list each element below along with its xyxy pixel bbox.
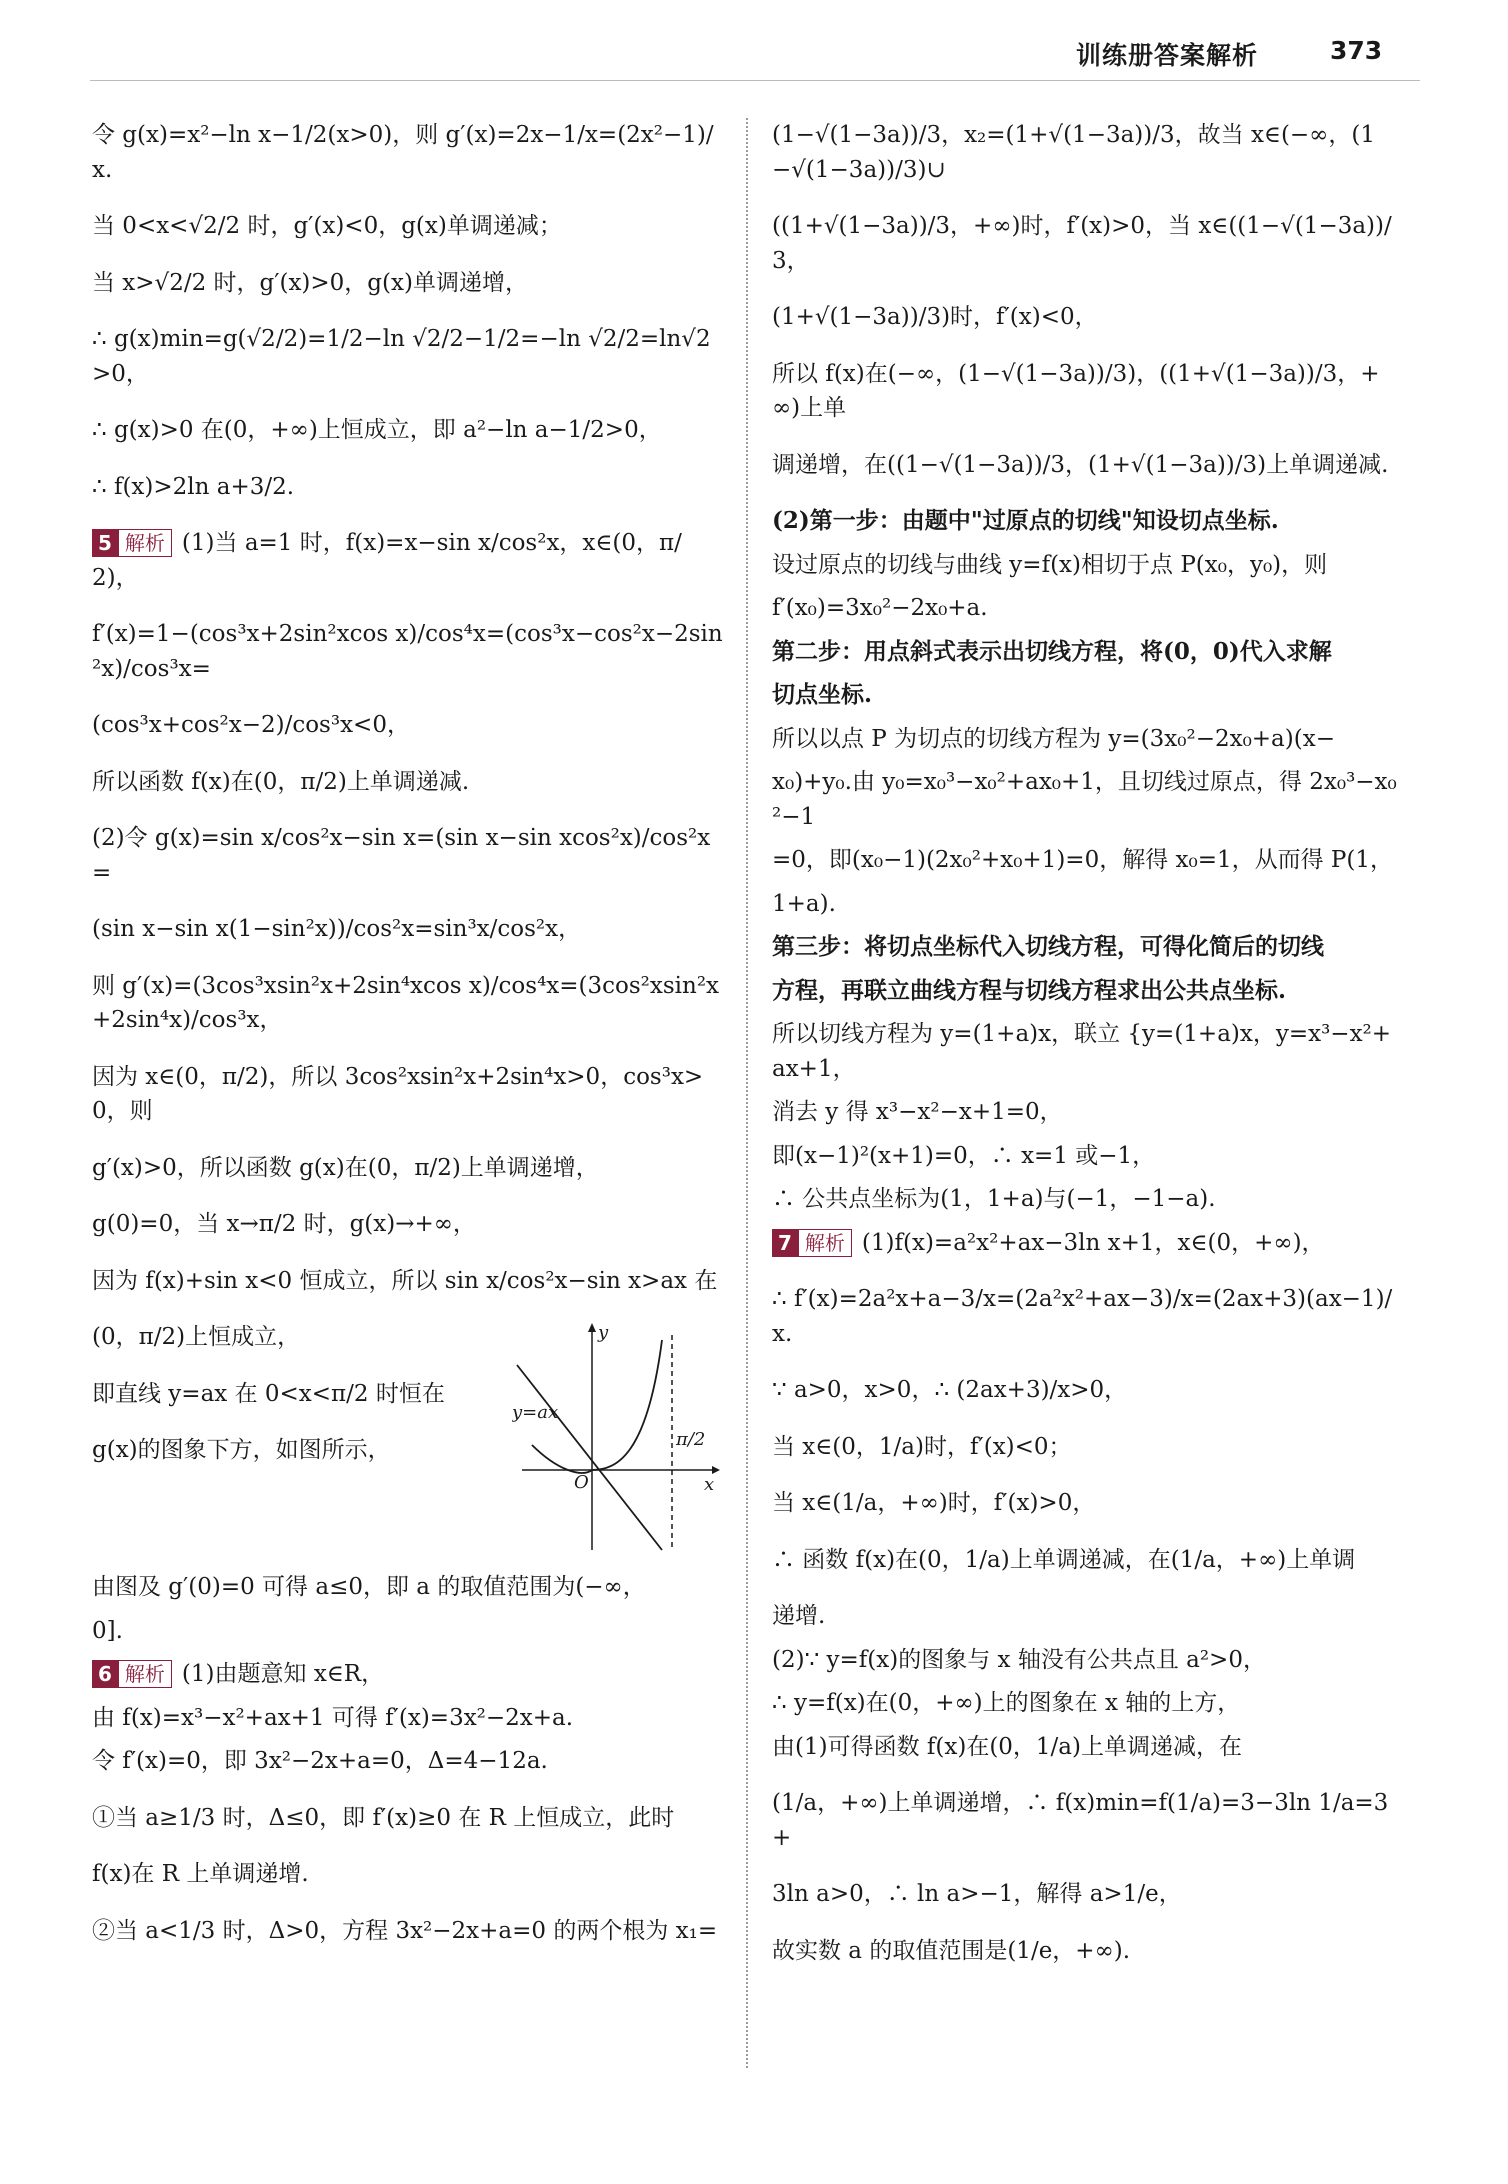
text-line: 所以以点 P 为切点的切线方程为 y=(3x₀²−2x₀+a)(x− [772,725,1335,752]
text-line: 因为 f(x)+sin x<0 恒成立，所以 sin x/cos²x−sin x>ax 在 [92,1267,718,1294]
analysis-label: 解析 [118,529,172,557]
text-line: (1/a，+∞)上单调递增，∴ f(x)min=f(1/a)=3−3ln 1/a=3+ [772,1790,1389,1851]
text-line: 因为 x∈(0，π/2)，所以 3cos²xsin²x+2sin⁴x>0，cos³x>0，则 [92,1063,704,1124]
question-number: 5 [92,529,118,557]
analysis-label: 解析 [798,1229,852,1257]
text-line: 所以函数 f(x)在(0，π/2)上单调递减. [92,768,470,795]
question-badge [92,526,172,561]
text-line: ∴ y=f(x)在(0，+∞)上的图象在 x 轴的上方， [772,1690,1241,1716]
graph-block [92,1320,724,1570]
question-7-heading [772,1226,1400,1261]
text-line: 令 f′(x)=0，即 3x²−2x+a=0，Δ=4−12a. [92,1748,548,1774]
text-line: (1)当 a=1 时，f(x)=x−sin x/cos²x，x∈(0，π/2)， [92,530,682,591]
text-line: 消去 y 得 x³−x²−x+1=0， [772,1099,1063,1125]
y-axis-arrow [588,1323,596,1332]
text-line: 0]. [92,1617,123,1644]
text-line: (cos³x+cos²x−2)/cos³x<0， [92,712,410,738]
question-number: 7 [772,1229,798,1257]
text-line: (1)由题意知 x∈R， [181,1661,385,1687]
text-line: 3ln a>0，∴ ln a>−1，解得 a>1/e， [772,1881,1182,1907]
question-badge [92,1657,172,1692]
origin-label: O [574,1472,589,1493]
text-line: 当 0<x<√2/2 时，g′(x)<0，g(x)单调递减； [92,213,562,239]
function-graph [512,1320,722,1560]
text-line: (sin x−sin x(1−sin²x))/cos²x=sin³x/cos²x， [92,916,582,942]
asymptote-label: π/2 [676,1429,706,1450]
text-line: 调递增，在((1−√(1−3a))/3，(1+√(1−3a))/3)上单调递减. [772,451,1389,478]
text-line: 递增. [772,1603,826,1629]
step-heading: 第二步：用点斜式表示出切线方程，将(0，0)代入求解 [772,637,1332,665]
step-heading: (2)第一步：由题中"过原点的切线"知设切点坐标. [772,507,1279,534]
text-line: 由图及 g′(0)=0 可得 a≤0，即 a 的取值范围为(−∞， [92,1574,646,1600]
graph-caption [92,1320,512,1477]
text-line: 令 g(x)=x²−ln x−1/2(x>0)，则 g′(x)=2x−1/x=(2x²−1)/x. [92,122,714,183]
text-line: ∴ 公共点坐标为(1，1+a)与(−1，−1−a). [772,1186,1216,1212]
right-column [772,118,1400,2124]
text-line: (0，π/2)上恒成立， [92,1324,301,1350]
text-line: g(x)的图象下方，如图所示， [92,1437,391,1463]
question-number: 6 [92,1660,118,1688]
text-line: ((1+√(1−3a))/3，+∞)时，f′(x)>0，当 x∈((1−√(1−3a))/3， [772,213,1392,274]
text-line: (1)f(x)=a²x²+ax−3ln x+1，x∈(0，+∞)， [861,1229,1325,1256]
text-line: (1−√(1−3a))/3，x₂=(1+√(1−3a))/3，故当 x∈(−∞，(1−√(1−3a))/3)∪ [772,122,1375,183]
text-line: ②当 a<1/3 时，Δ>0，方程 3x²−2x+a=0 的两个根为 x₁= [92,1917,718,1944]
text-line: 当 x>√2/2 时，g′(x)>0，g(x)单调递增， [92,269,528,296]
text-line: g(0)=0，当 x→π/2 时，g(x)→+∞， [92,1211,476,1237]
text-line: ∵ a>0，x>0，∴ (2ax+3)/x>0， [772,1377,1128,1403]
text-line: f′(x₀)=3x₀²−2x₀+a. [772,595,988,621]
text-line: g′(x)>0，所以函数 g(x)在(0，π/2)上单调递增， [92,1154,599,1181]
x-axis-arrow [712,1466,720,1474]
text-line: 1+a). [772,890,836,917]
text-line: (1+√(1−3a))/3)时，f′(x)<0， [772,304,1098,330]
text-line: 由 f(x)=x³−x²+ax+1 可得 f′(x)=3x²−2x+a. [92,1704,574,1731]
text-line: 即直线 y=ax 在 0<x<π/2 时恒在 [92,1380,445,1407]
line-y-ax [517,1365,662,1550]
line-label: y=ax [512,1402,559,1423]
step-heading: 方程，再联立曲线方程与切线方程求出公共点坐标. [772,976,1287,1004]
text-line: 所以切线方程为 y=(1+a)x，联立 {y=(1+a)x，y=x³−x²+ax+1， [772,1021,1392,1082]
question-5-heading [92,526,724,595]
text-line: 设过原点的切线与曲线 y=f(x)相切于点 P(x₀，y₀)，则 [772,551,1328,578]
step-heading: 切点坐标. [772,681,873,708]
text-line: ∴ f(x)>2ln a+3/2. [92,473,295,500]
text-line: ∴ f′(x)=2a²x+a−3/x=(2a²x²+ax−3)/x=(2ax+3)(ax−1)/x. [772,1286,1393,1347]
text-line: (2)∵ y=f(x)的图象与 x 轴没有公共点且 a²>0， [772,1646,1266,1673]
step-heading: 第三步：将切点坐标代入切线方程，可得化简后的切线 [772,933,1324,960]
text-line: 当 x∈(1/a，+∞)时，f′(x)>0， [772,1490,1096,1516]
text-line: x₀)+y₀.由 y₀=x₀³−x₀²+ax₀+1，且切线过原点，得 2x₀³−x₀²−1 [772,769,1397,830]
column-divider [746,118,748,2068]
text-line: 则 g′(x)=(3cos³xsin²x+2sin⁴xcos x)/cos⁴x=(3cos²xsin²x+2sin⁴x)/cos³x， [92,972,720,1033]
text-line: 由(1)可得函数 f(x)在(0，1/a)上单调递减，在 [772,1733,1242,1760]
question-6-heading [92,1657,724,1692]
text-line: ①当 a≥1/3 时，Δ≤0，即 f′(x)≥0 在 R 上恒成立，此时 [92,1804,675,1831]
text-line: 即(x−1)²(x+1)=0，∴ x=1 或−1， [772,1142,1156,1169]
text-line: 所以 f(x)在(−∞，(1−√(1−3a))/3)，((1+√(1−3a))/3，+∞)上单 [772,360,1380,421]
text-line: =0，即(x₀−1)(2x₀²+x₀+1)=0，解得 x₀=1，从而得 P(1， [772,847,1394,873]
text-line: ∴ g(x)>0 在(0，+∞)上恒成立，即 a²−ln a−1/2>0， [92,417,662,443]
header-title: 训练册答案解析 [1076,41,1259,70]
text-line: 故实数 a 的取值范围是(1/e，+∞). [772,1937,1131,1964]
left-column [92,118,724,2124]
text-line: (2)令 g(x)=sin x/cos²x−sin x=(sin x−sin xcos²x)/cos²x= [92,825,711,886]
x-axis-label: x [704,1474,715,1495]
text-line: ∴ g(x)min=g(√2/2)=1/2−ln √2/2−1/2=−ln √2/2=ln√2>0， [92,326,711,387]
question-badge [772,1226,852,1261]
analysis-label: 解析 [118,1660,172,1688]
text-line: f′(x)=1−(cos³x+2sin²xcos x)/cos⁴x=(cos³x−cos²x−2sin²x)/cos³x= [92,621,723,682]
text-line: ∴ 函数 f(x)在(0，1/a)上单调递减，在(1/a，+∞)上单调 [772,1546,1356,1573]
y-axis-label: y [598,1322,609,1343]
text-line: 当 x∈(0，1/a)时，f′(x)<0； [772,1433,1072,1460]
header-divider [90,80,1420,81]
text-line: f(x)在 R 上单调递增. [92,1861,309,1887]
page-number: 373 [1330,36,1383,65]
